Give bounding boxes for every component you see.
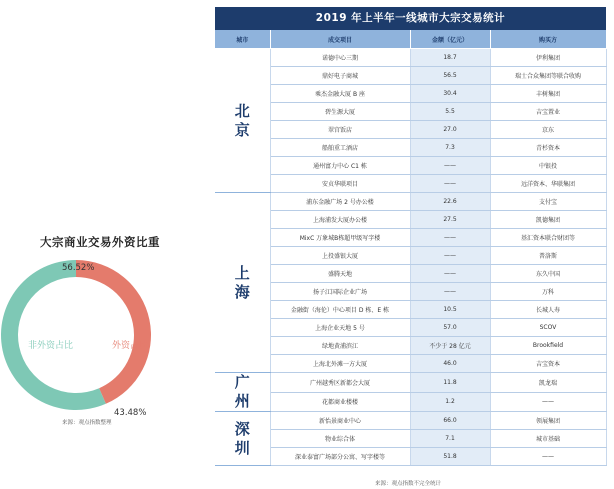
amount-cell: ——: [410, 175, 490, 193]
table-title: 2019 年上半年一线城市大宗交易统计: [215, 7, 606, 30]
table-row: [215, 448, 606, 466]
header-amount: 金额（亿元）: [410, 30, 490, 49]
city-cell: 广 州: [215, 373, 270, 412]
amount-cell: 1.2: [410, 392, 490, 412]
amount-cell: 27.0: [410, 121, 490, 139]
project-cell: 浦东金融广场 2 号办公楼: [270, 193, 410, 211]
table-row: [215, 301, 606, 319]
amount-cell: 不少于 28 亿元: [410, 337, 490, 355]
project-cell: 物业综合体: [270, 430, 410, 448]
chart-source: 来源：观点指数整理: [62, 420, 112, 426]
table-row: [215, 211, 606, 229]
buyer-cell: ——: [490, 448, 606, 466]
amount-cell: 57.0: [410, 319, 490, 337]
project-cell: 安贞华联项目: [270, 175, 410, 193]
amount-cell: 5.5: [410, 103, 490, 121]
table-row: [215, 337, 606, 355]
buyer-cell: 瑞士合众集团等联合收购: [490, 67, 606, 85]
table-row: [215, 392, 606, 412]
buyer-cell: 中银投: [490, 157, 606, 175]
table-row: [215, 157, 606, 175]
buyer-cell: 凯龙瑞: [490, 373, 606, 393]
buyer-cell: 万科: [490, 283, 606, 301]
buyer-cell: 基汇资本联合财团等: [490, 229, 606, 247]
buyer-cell: 城市基础: [490, 430, 606, 448]
city-cell: 深 圳: [215, 412, 270, 466]
amount-cell: 30.4: [410, 85, 490, 103]
table-header-row: [215, 30, 606, 49]
table-row: [215, 283, 606, 301]
label-domestic-name: 非外资占比: [28, 341, 74, 351]
amount-cell: 11.8: [410, 373, 490, 393]
buyer-cell: 凯德集团: [490, 211, 606, 229]
amount-cell: 22.6: [410, 193, 490, 211]
project-cell: 碧生源大厦: [270, 103, 410, 121]
amount-cell: 46.0: [410, 355, 490, 373]
buyer-cell: 长城人寿: [490, 301, 606, 319]
project-cell: 鼎好电子商城: [270, 67, 410, 85]
buyer-cell: Brookfield: [490, 337, 606, 355]
table-row: [215, 139, 606, 157]
deal-table: [215, 30, 607, 466]
table-row: [215, 265, 606, 283]
amount-cell: 18.7: [410, 49, 490, 67]
project-cell: 船舶重工酒店: [270, 139, 410, 157]
buyer-cell: 普洛斯: [490, 247, 606, 265]
slice-domestic: [1, 260, 106, 410]
project-cell: 通州富力中心 C1 栋: [270, 157, 410, 175]
buyer-cell: ——: [490, 392, 606, 412]
project-cell: 广州越秀区新都会大厦: [270, 373, 410, 393]
buyer-cell: 京东: [490, 121, 606, 139]
amount-cell: 51.8: [410, 448, 490, 466]
amount-cell: ——: [410, 229, 490, 247]
project-cell: 翠宫饭店: [270, 121, 410, 139]
project-cell: 金融街（海伦）中心项目 D 栋、E 栋: [270, 301, 410, 319]
table-row: [215, 121, 606, 139]
project-cell: 深业泰富广场部分公寓、写字楼等: [270, 448, 410, 466]
amount-cell: ——: [410, 157, 490, 175]
buyer-cell: 吉宝置业: [490, 103, 606, 121]
city-cell: 北 京: [215, 49, 270, 193]
project-cell: 乘杰金融大厦 B 座: [270, 85, 410, 103]
header-buyer: 购买方: [490, 30, 606, 49]
slice-foreign: [76, 260, 151, 404]
buyer-cell: 东久中国: [490, 265, 606, 283]
project-cell: 上海北外滩一方大厦: [270, 355, 410, 373]
table-row: [215, 319, 606, 337]
table-row: [215, 193, 606, 211]
project-cell: 花都商业楼楼: [270, 392, 410, 412]
amount-cell: 56.5: [410, 67, 490, 85]
label-domestic-pct: 56.52%: [62, 263, 95, 273]
buyer-cell: 伊利集团: [490, 49, 606, 67]
amount-cell: 7.3: [410, 139, 490, 157]
buyer-cell: SCOV: [490, 319, 606, 337]
project-cell: 新怡景商业中心: [270, 412, 410, 430]
table-row: [215, 355, 606, 373]
table-row: [215, 85, 606, 103]
buyer-cell: 领展集团: [490, 412, 606, 430]
amount-cell: ——: [410, 283, 490, 301]
project-cell: 扬子江国际企业广场: [270, 283, 410, 301]
table-source: 来源：观点指数不完全统计: [375, 481, 442, 487]
project-cell: 上海浦发大厦办公楼: [270, 211, 410, 229]
buyer-cell: 远洋资本、华联集团: [490, 175, 606, 193]
table-row: [215, 373, 606, 393]
project-cell: MixC 万象城B栋超甲级写字楼: [270, 229, 410, 247]
buyer-cell: 青杉资本: [490, 139, 606, 157]
project-cell: 绿地黄浦滨江: [270, 337, 410, 355]
chart-title: 大宗商业交易外资比重: [40, 235, 160, 249]
buyer-cell: 吉宝资本: [490, 355, 606, 373]
table-row: [215, 430, 606, 448]
table-row: [215, 229, 606, 247]
project-cell: 上海企业天地 5 号: [270, 319, 410, 337]
table-row: [215, 103, 606, 121]
amount-cell: 66.0: [410, 412, 490, 430]
label-foreign-name: 外资占比: [112, 341, 149, 351]
project-cell: 盛腾天地: [270, 265, 410, 283]
amount-cell: ——: [410, 247, 490, 265]
amount-cell: ——: [410, 265, 490, 283]
project-cell: 上投盛银大厦: [270, 247, 410, 265]
table-row: [215, 247, 606, 265]
amount-cell: 7.1: [410, 430, 490, 448]
deal-table-panel: [215, 7, 606, 466]
header-project: 成交项目: [270, 30, 410, 49]
buyer-cell: 支付宝: [490, 193, 606, 211]
table-row: [215, 412, 606, 430]
table-row: [215, 67, 606, 85]
city-cell: 上 海: [215, 193, 270, 373]
table-row: [215, 175, 606, 193]
donut-chart: [0, 255, 200, 415]
label-foreign-pct: 43.48%: [114, 408, 147, 415]
amount-cell: 27.5: [410, 211, 490, 229]
buyer-cell: 丰树集团: [490, 85, 606, 103]
amount-cell: 10.5: [410, 301, 490, 319]
project-cell: 诺德中心三期: [270, 49, 410, 67]
table-row: [215, 49, 606, 67]
header-city: 城市: [215, 30, 270, 49]
